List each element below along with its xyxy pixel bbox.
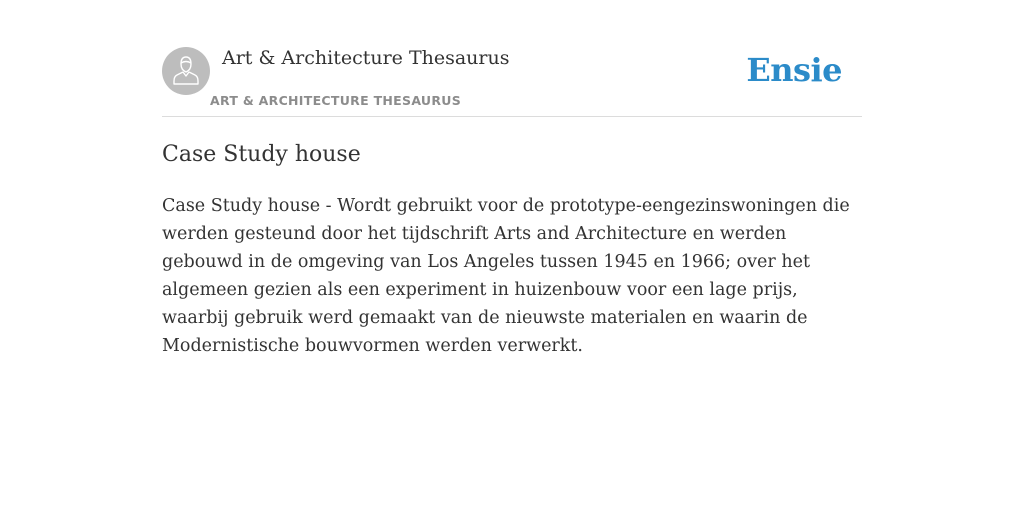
source-label[interactable]: ART & ARCHITECTURE THESAURUS — [210, 93, 462, 108]
user-silhouette-icon — [162, 47, 210, 95]
ensie-logo[interactable]: Ensie — [746, 51, 842, 89]
author-avatar[interactable] — [162, 47, 210, 95]
entry-title: Case Study house — [162, 142, 361, 167]
entry-header — [162, 46, 862, 117]
author-name-link[interactable]: Art & Architecture Thesaurus — [222, 47, 510, 69]
entry-definition: Case Study house - Wordt gebruikt voor de prototype-eengezinswoningen die werden gesteund door het tijdschrift Arts and Architecture en werden gebouwd in de omgeving van Los Angeles tussen 1945 en 1966; over het algemeen gezien als een experiment in huizenbouw voor een lage prijs, waarbij gebruik werd gemaakt van de nieuwste materialen en waarin de Modernistische bouwvormen werden verwerkt. — [162, 196, 850, 356]
